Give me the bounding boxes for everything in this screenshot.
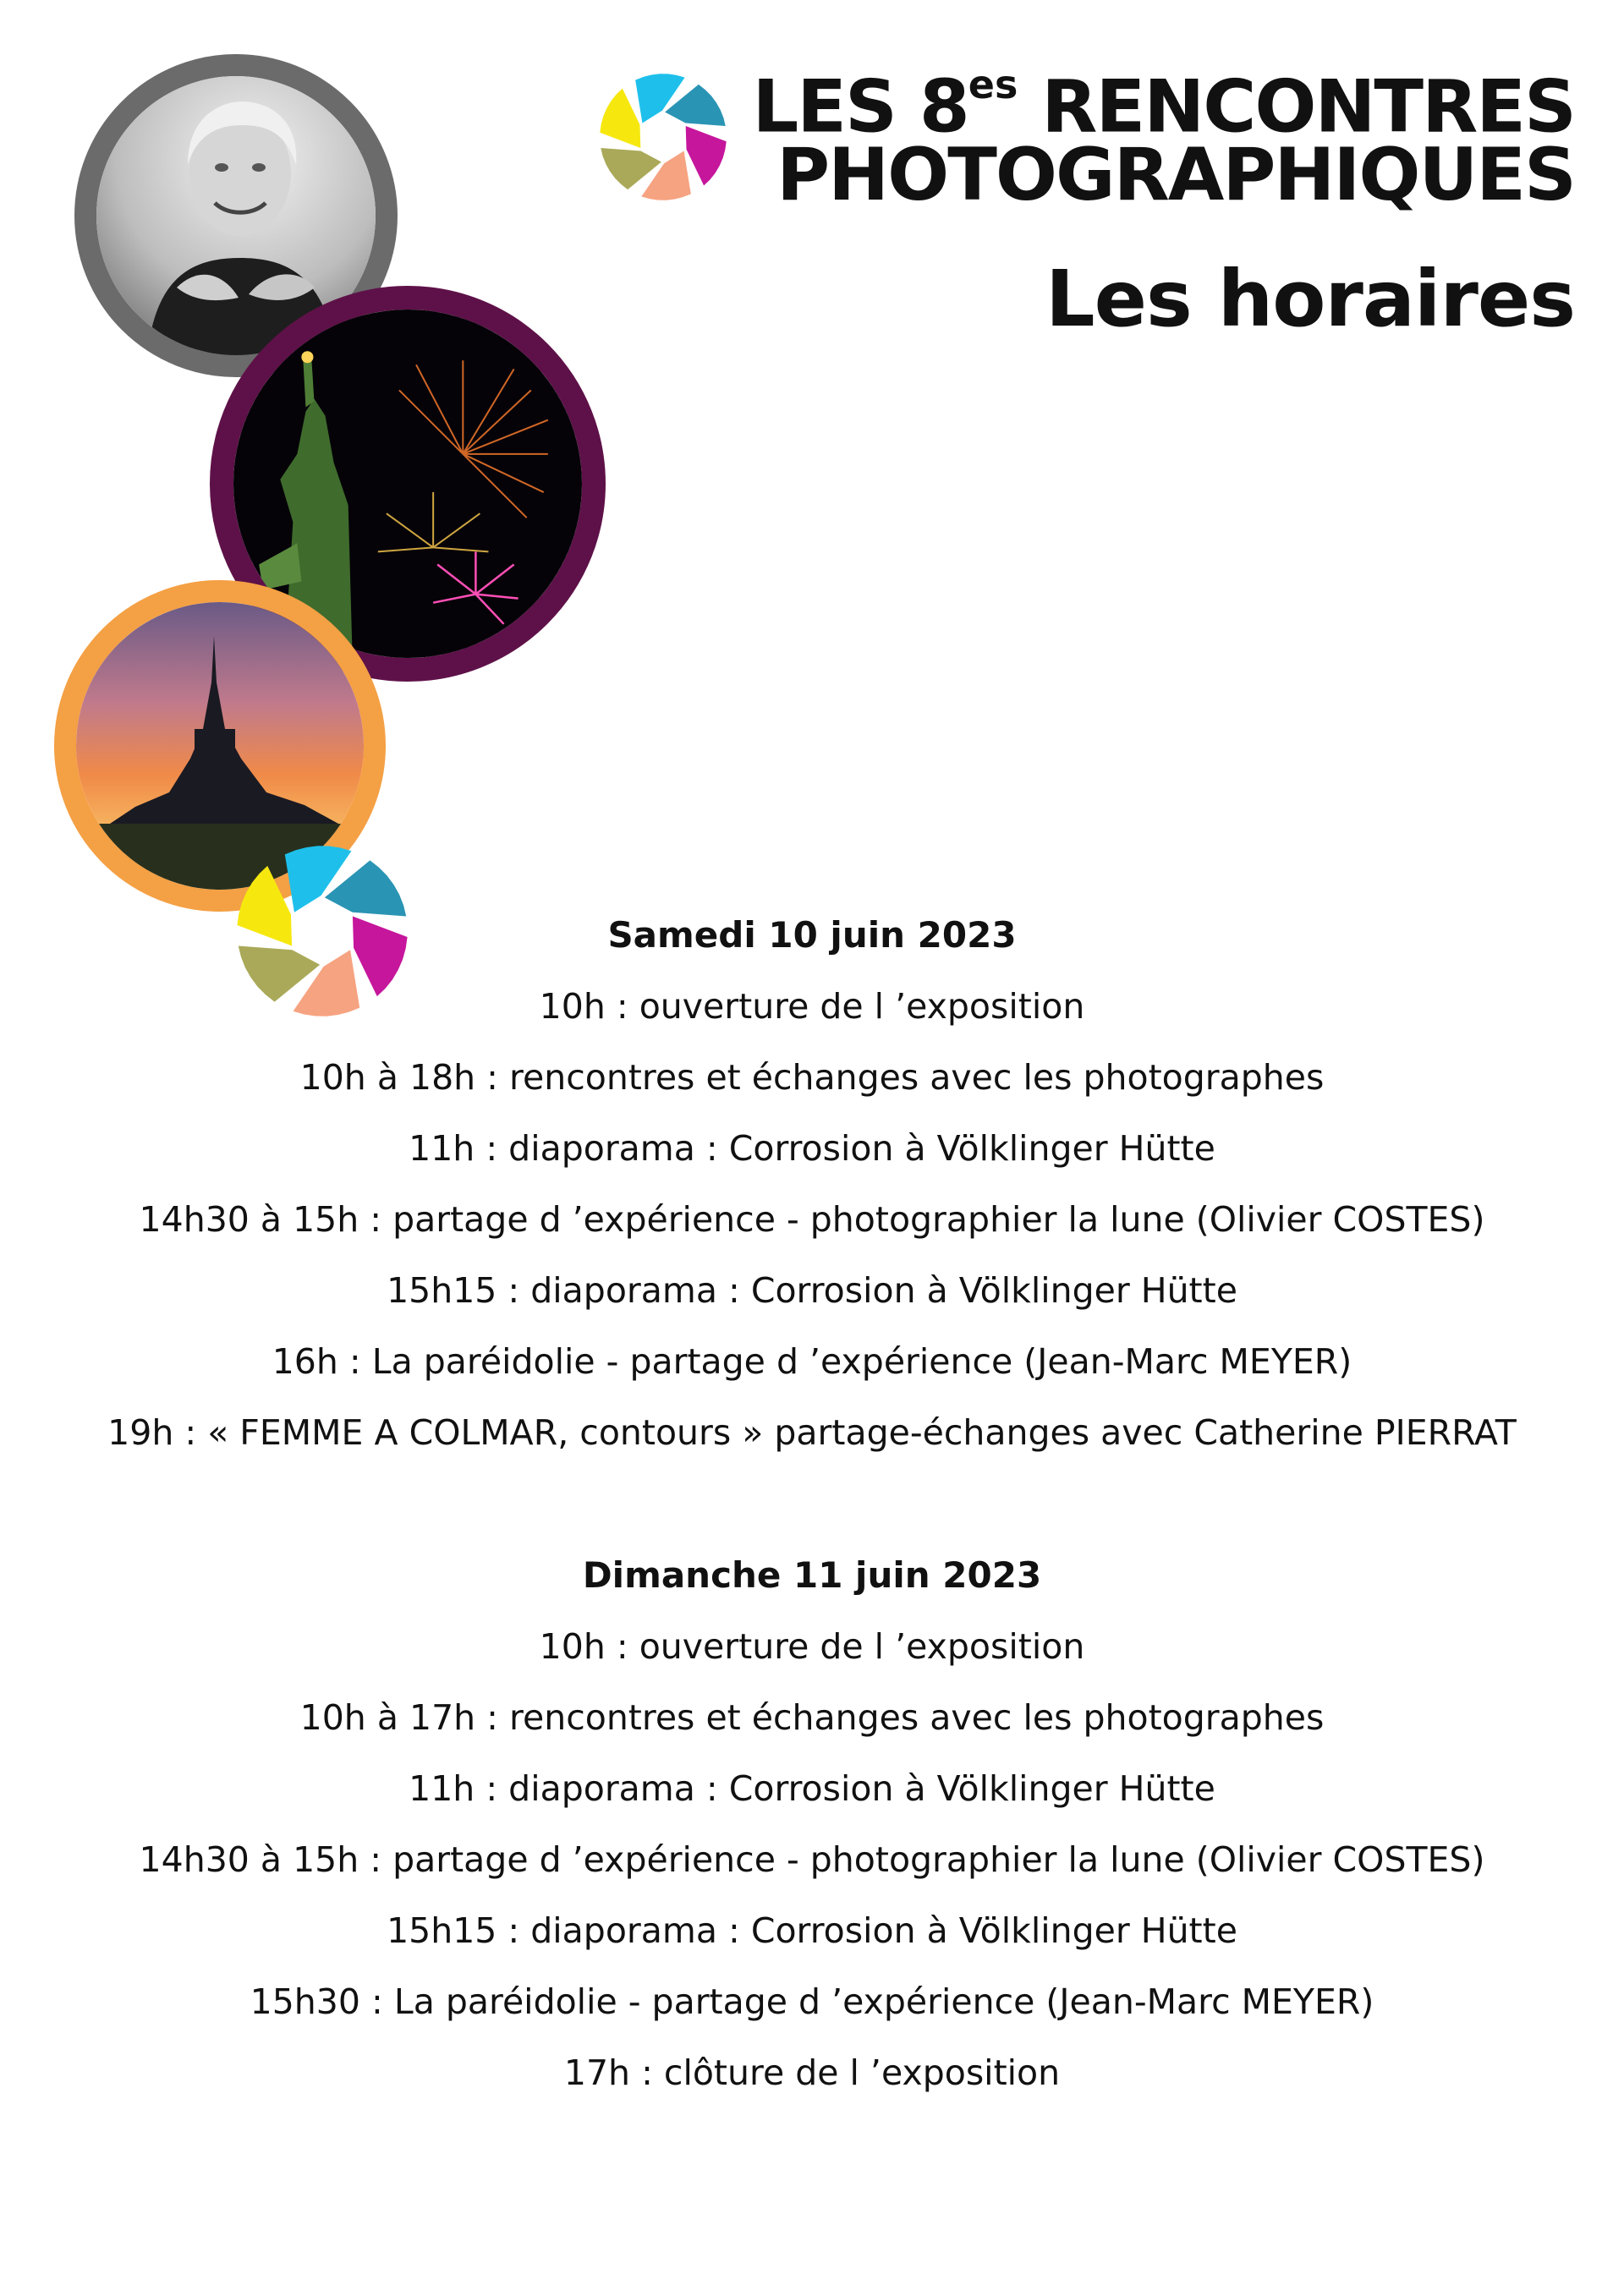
event-item: 15h15 : diaporama : Corrosion à Völklinger Hütte — [387, 1270, 1237, 1311]
event-item: 15h15 : diaporama : Corrosion à Völklinger Hütte — [387, 1910, 1237, 1951]
event-item: 10h : ouverture de l ’exposition — [539, 986, 1085, 1027]
event-item: 11h : diaporama : Corrosion à Völklinger Hütte — [409, 1128, 1215, 1169]
event-item: 10h à 17h : rencontres et échanges avec les photographes — [299, 1697, 1325, 1738]
day-title: Samedi 10 juin 2023 — [607, 914, 1017, 956]
event-item: 14h30 à 15h : partage d ’expérience - photographier la lune (Olivier COSTES) — [139, 1199, 1485, 1240]
event-item: 11h : diaporama : Corrosion à Völklinger Hütte — [409, 1768, 1215, 1809]
event-item: 10h à 18h : rencontres et échanges avec les photographes — [299, 1057, 1325, 1098]
event-item: 17h : clôture de l ’exposition — [563, 2052, 1061, 2093]
aperture-logo-icon — [597, 71, 729, 203]
event-item: 10h : ouverture de l ’exposition — [539, 1626, 1085, 1667]
day-title: Dimanche 11 juin 2023 — [582, 1554, 1042, 1596]
page-subtitle: Les horaires — [1045, 254, 1575, 344]
aperture-blade — [600, 89, 640, 148]
event-item: 15h30 : La paréidolie - partage d ’expérience (Jean-Marc MEYER) — [250, 1981, 1374, 2022]
schedule-day-1 — [0, 900, 1624, 1468]
event-item: 14h30 à 15h : partage d ’expérience - photographier la lune (Olivier COSTES) — [139, 1839, 1485, 1880]
title-line-2: PHOTOGRAPHIQUES — [776, 132, 1575, 217]
aperture-blade — [686, 126, 727, 185]
poster-title — [752, 59, 1576, 217]
schedule-day-2 — [0, 1540, 1624, 2108]
event-item: 16h : La paréidolie - partage d ’expérience (Jean-Marc MEYER) — [272, 1341, 1352, 1382]
title-line-1: LES $8^{es}$ RENCONTRES — [752, 62, 1575, 150]
event-item: 19h : « FEMME A COLMAR, contours » partage-échanges avec Catherine PIERRAT — [107, 1412, 1517, 1453]
